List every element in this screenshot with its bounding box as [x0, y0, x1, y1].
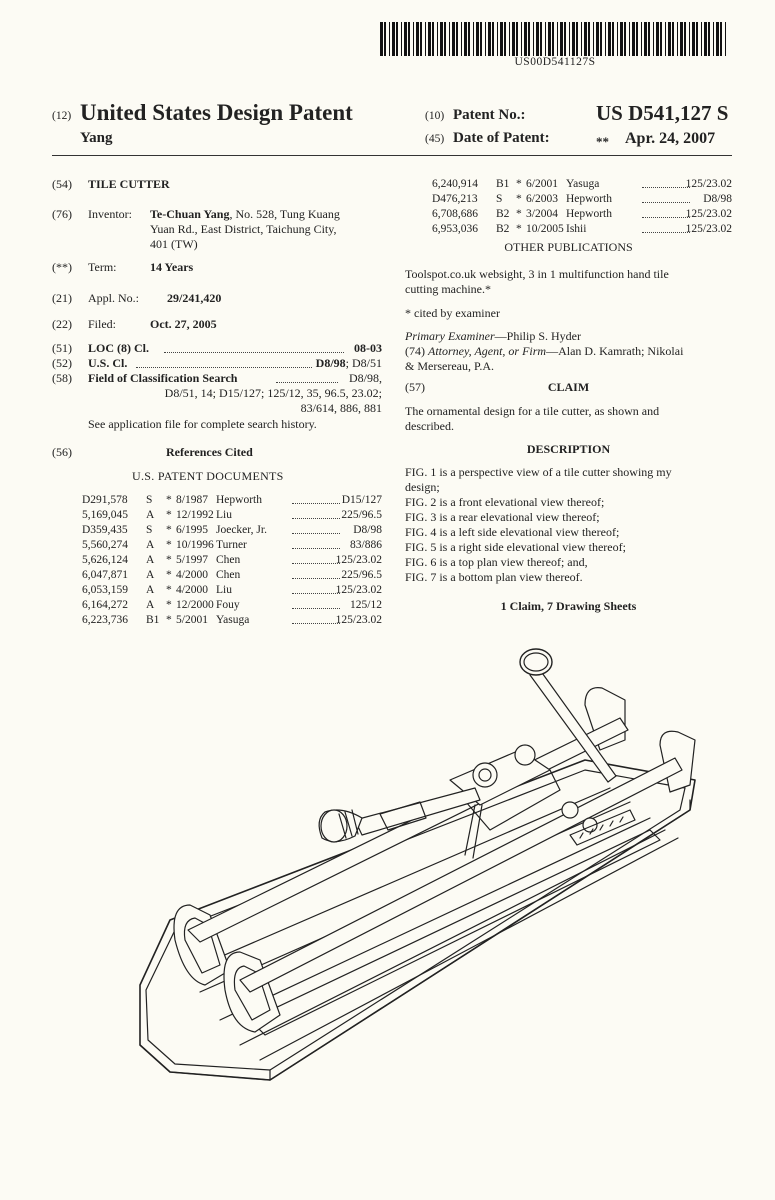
barcode-bar: [725, 22, 726, 56]
barcode-bar: [704, 22, 707, 56]
barcode-bar: [552, 22, 554, 56]
reference-date: 5/1997: [176, 554, 208, 566]
other-pubs-title: OTHER PUBLICATIONS: [504, 240, 633, 254]
inventor-block: [150, 207, 390, 252]
barcode-bar: [461, 22, 462, 56]
reference-row: [82, 493, 382, 507]
description-line: [405, 510, 732, 525]
reference-date: 4/2000: [176, 569, 208, 581]
reference-date: 5/2001: [176, 614, 208, 626]
figure-text: is a right side elevational view thereof;: [436, 540, 626, 554]
barcode-bar: [660, 22, 662, 56]
barcode-bar: [536, 22, 539, 56]
inventor-name: Te-Chuan Yang: [150, 207, 230, 221]
barcode-bar: [444, 22, 446, 56]
barcode-bar: [548, 22, 551, 56]
code-57: (57): [405, 380, 425, 394]
code-76: (76): [52, 207, 72, 221]
code-52: (52): [52, 356, 72, 370]
barcode-bar: [500, 22, 503, 56]
inventor-addr2: Yuan Rd., East District, Taichung City,: [150, 222, 337, 236]
reference-date: 6/2001: [526, 178, 558, 190]
barcode-bar: [624, 22, 626, 56]
barcode-bar: [557, 22, 558, 56]
field-search-note: See application file for complete search history.: [88, 417, 317, 431]
code-12: (12): [52, 110, 72, 122]
field-search-label: Field of Classification Search: [88, 371, 238, 385]
reference-name: Turner: [216, 539, 247, 551]
reference-kind: A: [146, 569, 155, 581]
reference-star: *: [166, 539, 172, 551]
figure-text: is a front elevational view thereof;: [436, 495, 605, 509]
code-term: (**): [52, 260, 72, 274]
barcode-bar: [593, 22, 594, 56]
reference-row: [82, 613, 382, 627]
claims-sheets: 1 Claim, 7 Drawing Sheets: [500, 599, 637, 613]
reference-kind: A: [146, 599, 155, 611]
description-line: [405, 525, 732, 540]
description-list: [405, 465, 732, 585]
barcode-bar: [473, 22, 474, 56]
appl-label: Appl. No.:: [88, 291, 139, 305]
reference-row: [82, 583, 382, 597]
reference-star: *: [166, 524, 172, 536]
barcode-bar: [564, 22, 566, 56]
reference-leader: [292, 583, 340, 594]
reference-name: Chen: [216, 569, 241, 581]
barcode-bar: [680, 22, 683, 56]
reference-class: 125/23.02: [335, 614, 382, 626]
reference-row: [432, 177, 732, 191]
reference-kind: S: [146, 524, 153, 536]
barcode-bar: [653, 22, 654, 56]
barcode-bar: [608, 22, 611, 56]
barcode-bar: [629, 22, 630, 56]
reference-name: Yasuga: [566, 178, 600, 190]
reference-name: Chen: [216, 554, 241, 566]
barcode-bar: [468, 22, 470, 56]
reference-number: 6,240,914: [432, 178, 478, 190]
us-cl-rest: ; D8/51: [345, 356, 382, 370]
reference-row: [82, 508, 382, 522]
reference-leader: [642, 192, 690, 203]
reference-name: Joecker, Jr.: [216, 524, 267, 536]
reference-kind: A: [146, 584, 155, 596]
description-title: DESCRIPTION: [526, 442, 611, 456]
reference-star: *: [516, 208, 522, 220]
code-56: (56): [52, 445, 72, 459]
barcode-bar: [521, 22, 522, 56]
description-line: [405, 495, 732, 510]
barcode-bar: [401, 22, 402, 56]
barcode-bar: [716, 22, 719, 56]
barcode-bar: [408, 22, 410, 56]
reference-class: 125/12: [350, 599, 382, 611]
code-22: (22): [52, 317, 72, 331]
reference-leader: [642, 207, 690, 218]
us-cl-dots: [136, 356, 312, 368]
reference-date: 12/2000: [176, 599, 214, 611]
barcode-bar: [488, 22, 491, 56]
reference-leader: [642, 222, 690, 233]
reference-number: 5,626,124: [82, 554, 128, 566]
reference-number: D476,213: [432, 193, 478, 205]
figure-text: is a top plan view thereof; and,: [436, 555, 588, 569]
barcode-bar: [596, 22, 599, 56]
reference-date: 4/2000: [176, 584, 208, 596]
barcode-bar: [636, 22, 638, 56]
barcode-bar: [668, 22, 671, 56]
reference-class: 225/96.5: [341, 569, 382, 581]
barcode-bar: [485, 22, 486, 56]
reference-leader: [292, 553, 340, 564]
references-title: References Cited: [166, 445, 253, 459]
figure-text: is a bottom plan view thereof.: [436, 570, 583, 584]
reference-class: D15/127: [341, 494, 382, 506]
left-column: [52, 177, 382, 627]
barcode-bar: [588, 22, 590, 56]
reference-star: *: [166, 569, 172, 581]
reference-star: *: [166, 614, 172, 626]
header-rule: [52, 155, 732, 156]
barcode-bar: [524, 22, 527, 56]
barcode-bar: [605, 22, 606, 56]
reference-row: [82, 598, 382, 612]
reference-name: Ishii: [566, 223, 587, 235]
attorney-line2: & Mersereau, P.A.: [405, 359, 494, 373]
barcode-bar: [641, 22, 642, 56]
description-line: [405, 570, 732, 585]
reference-kind: B2: [496, 223, 510, 235]
reference-star: *: [516, 223, 522, 235]
figure-text: design;: [405, 480, 440, 494]
reference-number: 6,053,159: [82, 584, 128, 596]
examiner-label: Primary Examiner: [405, 329, 495, 343]
reference-number: 6,953,036: [432, 223, 478, 235]
reference-date: 6/2003: [526, 193, 558, 205]
reference-class: 125/23.02: [685, 208, 732, 220]
reference-star: *: [166, 509, 172, 521]
barcode-bar: [692, 22, 695, 56]
barcode-bar: [425, 22, 426, 56]
barcode-bar: [440, 22, 443, 56]
barcode-bar: [389, 22, 390, 56]
figure-text: is a perspective view of a tile cutter showing my: [436, 465, 672, 479]
figure-ref: FIG. 3: [405, 510, 437, 524]
reference-row: [432, 207, 732, 221]
us-docs-title: U.S. PATENT DOCUMENTS: [132, 469, 284, 483]
reference-kind: A: [146, 554, 155, 566]
barcode-bar: [560, 22, 563, 56]
reference-row: [82, 568, 382, 582]
code-45: (45): [425, 133, 445, 145]
reference-star: *: [166, 584, 172, 596]
claim-line1: The ornamental design for a tile cutter, as shown and: [405, 404, 660, 418]
barcode-bar: [404, 22, 407, 56]
figure-ref: FIG. 2: [405, 495, 437, 509]
patent-number: US D541,127 S: [596, 101, 729, 125]
reference-class: D8/98: [353, 524, 382, 536]
reference-name: Hepworth: [566, 193, 612, 205]
patent-date: Apr. 24, 2007: [625, 130, 716, 147]
reference-class: 125/23.02: [685, 178, 732, 190]
barcode-bar: [464, 22, 467, 56]
date-mark: **: [596, 134, 609, 149]
barcode: [380, 22, 730, 56]
barcode-bar: [620, 22, 623, 56]
barcode-bar: [528, 22, 530, 56]
reference-star: *: [516, 193, 522, 205]
us-cl-value: D8/98: [315, 356, 346, 370]
barcode-bar: [380, 22, 383, 56]
reference-leader: [292, 598, 340, 609]
reference-star: *: [166, 494, 172, 506]
description-line: [405, 540, 732, 555]
reference-name: Hepworth: [216, 494, 262, 506]
barcode-bar: [384, 22, 386, 56]
barcode-bar: [584, 22, 587, 56]
term-label: Term:: [88, 260, 117, 274]
barcode-bar: [656, 22, 659, 56]
reference-number: D359,435: [82, 524, 128, 536]
reference-leader: [292, 523, 340, 534]
inventor-addr3: 401 (TW): [150, 237, 198, 251]
barcode-bar: [696, 22, 698, 56]
reference-class: 125/23.02: [335, 584, 382, 596]
figure-text: is a left side elevational view thereof;: [436, 525, 620, 539]
barcode-bar: [612, 22, 614, 56]
field-search-line2: D8/51, 14; D15/127; 125/12, 35, 96.5, 23.02;: [164, 386, 382, 400]
barcode-bar: [509, 22, 510, 56]
barcode-bar: [504, 22, 506, 56]
title-field: TILE CUTTER: [88, 177, 170, 191]
reference-number: 6,223,736: [82, 614, 128, 626]
barcode-bar: [516, 22, 518, 56]
barcode-bar: [416, 22, 419, 56]
right-column: [405, 177, 732, 627]
barcode-bar: [684, 22, 686, 56]
reference-kind: A: [146, 539, 155, 551]
reference-name: Hepworth: [566, 208, 612, 220]
reference-name: Liu: [216, 584, 232, 596]
reference-class: 125/23.02: [685, 223, 732, 235]
reference-number: 6,708,686: [432, 208, 478, 220]
patent-no-label: Patent No.:: [453, 107, 526, 123]
reference-kind: B1: [496, 178, 510, 190]
tile-cutter-drawing: [130, 640, 710, 1090]
reference-row: [82, 523, 382, 537]
reference-leader: [292, 508, 340, 519]
barcode-bar: [437, 22, 438, 56]
other-pub-line2: cutting machine.*: [405, 282, 491, 296]
figure-ref: FIG. 1: [405, 465, 437, 479]
reference-number: D291,578: [82, 494, 128, 506]
barcode-bar: [452, 22, 455, 56]
reference-number: 5,560,274: [82, 539, 128, 551]
barcode-bar: [665, 22, 666, 56]
reference-class: D8/98: [703, 193, 732, 205]
appl-value: 29/241,420: [167, 291, 222, 305]
barcode-bar: [713, 22, 714, 56]
code-54: (54): [52, 177, 72, 191]
term-value: 14 Years: [150, 260, 194, 274]
loc-dots: [164, 341, 344, 353]
barcode-bar: [456, 22, 458, 56]
barcode-bar: [600, 22, 602, 56]
claim-line2: described.: [405, 419, 454, 433]
field-search-value: D8/98,: [349, 371, 382, 385]
reference-class: 83/886: [350, 539, 382, 551]
barcode-bar: [476, 22, 479, 56]
reference-name: Liu: [216, 509, 232, 521]
reference-date: 3/2004: [526, 208, 558, 220]
reference-leader: [292, 613, 340, 624]
barcode-bar: [497, 22, 498, 56]
reference-date: 6/1995: [176, 524, 208, 536]
reference-number: 5,169,045: [82, 509, 128, 521]
barcode-bar: [492, 22, 494, 56]
reference-star: *: [166, 554, 172, 566]
loc-label: LOC (8) Cl.: [88, 341, 149, 355]
barcode-bar: [617, 22, 618, 56]
reference-name: Fouy: [216, 599, 240, 611]
reference-name: Yasuga: [216, 614, 250, 626]
reference-number: 6,164,272: [82, 599, 128, 611]
reference-kind: S: [146, 494, 153, 506]
inventor-addr1: , No. 528, Tung Kuang: [229, 207, 340, 221]
figure-ref: FIG. 4: [405, 525, 437, 539]
code-51: (51): [52, 341, 72, 355]
barcode-bar: [540, 22, 542, 56]
barcode-bar: [689, 22, 690, 56]
barcode-bar: [581, 22, 582, 56]
barcode-bar: [708, 22, 710, 56]
loc-value: 08-03: [354, 341, 382, 355]
figure-ref: FIG. 5: [405, 540, 437, 554]
reference-kind: B2: [496, 208, 510, 220]
code-10: (10): [425, 110, 445, 122]
reference-date: 10/1996: [176, 539, 214, 551]
field-search-dots: [276, 371, 338, 383]
figure-text: is a rear elevational view thereof;: [436, 510, 600, 524]
date-label: Date of Patent:: [453, 130, 550, 146]
claim-title: CLAIM: [547, 380, 590, 394]
barcode-bar: [533, 22, 534, 56]
description-line: [405, 555, 732, 570]
field-search-line3: 83/614, 886, 881: [300, 401, 382, 415]
barcode-bar: [632, 22, 635, 56]
barcode-bar: [644, 22, 647, 56]
reference-leader: [642, 177, 690, 188]
barcode-bar: [420, 22, 422, 56]
reference-star: *: [166, 599, 172, 611]
barcode-bar: [701, 22, 702, 56]
barcode-bar: [720, 22, 722, 56]
barcode-bar: [569, 22, 570, 56]
barcode-bar: [413, 22, 414, 56]
description-line: [405, 480, 732, 495]
barcode-bar: [677, 22, 678, 56]
barcode-bar: [576, 22, 578, 56]
reference-kind: A: [146, 509, 155, 521]
us-cl-label: U.S. Cl.: [88, 356, 128, 370]
reference-date: 12/1992: [176, 509, 214, 521]
reference-row: [432, 192, 732, 206]
reference-date: 10/2005: [526, 223, 564, 235]
attorney-line1: —Alan D. Kamrath; Nikolai: [546, 344, 684, 358]
reference-leader: [292, 538, 340, 549]
reference-row: [82, 538, 382, 552]
reference-leader: [292, 568, 340, 579]
reference-class: 125/23.02: [335, 554, 382, 566]
figure-ref: FIG. 6: [405, 555, 437, 569]
cited-note: * cited by examiner: [405, 306, 500, 320]
patent-title: United States Design Patent: [80, 100, 353, 125]
code-21: (21): [52, 291, 72, 305]
reference-kind: S: [496, 193, 503, 205]
reference-date: 8/1987: [176, 494, 208, 506]
figure-ref: FIG. 7: [405, 570, 437, 584]
barcode-bar: [572, 22, 575, 56]
reference-row: [82, 553, 382, 567]
examiner-name: —Philip S. Hyder: [494, 329, 581, 343]
barcode-bar: [449, 22, 450, 56]
barcode-bar: [432, 22, 434, 56]
code-74: (74): [405, 344, 425, 358]
inventor-short: Yang: [80, 130, 113, 146]
barcode-bar: [392, 22, 395, 56]
reference-kind: B1: [146, 614, 160, 626]
reference-star: *: [516, 178, 522, 190]
barcode-bar: [480, 22, 482, 56]
inventor-label: Inventor:: [88, 207, 132, 221]
reference-number: 6,047,871: [82, 569, 128, 581]
barcode-bar: [672, 22, 674, 56]
code-58: (58): [52, 371, 72, 385]
attorney-label: Attorney, Agent, or Firm: [428, 344, 547, 358]
description-line: [405, 465, 732, 480]
other-pub-line1: Toolspot.co.uk websight, 3 in 1 multifunction hand tile: [405, 267, 669, 281]
reference-row: [432, 222, 732, 236]
reference-class: 225/96.5: [341, 509, 382, 521]
barcode-bar: [545, 22, 546, 56]
filed-value: Oct. 27, 2005: [150, 317, 217, 331]
barcode-number: US00D541127S: [514, 56, 596, 68]
barcode-bar: [396, 22, 398, 56]
reference-leader: [292, 493, 340, 504]
filed-label: Filed:: [88, 317, 117, 331]
barcode-bar: [428, 22, 431, 56]
barcode-bar: [648, 22, 650, 56]
barcode-bar: [512, 22, 515, 56]
